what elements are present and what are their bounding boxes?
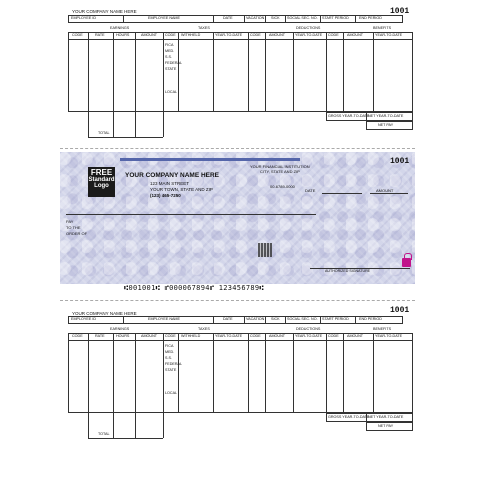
col2-amount-3: AMOUNT xyxy=(347,334,363,338)
group-benefits: BENEFITS xyxy=(373,26,392,30)
col2-withheld: WITHHELD xyxy=(181,334,201,338)
col2-ytd-1: YEAR-TO-DATE xyxy=(215,334,243,338)
hdr-ssn: SOCIAL SEC. NO. xyxy=(287,16,318,20)
hdr2-date: DATE xyxy=(223,317,233,321)
tax2-ss: S.S. xyxy=(165,356,172,360)
cheque-address1: 123 MAIN STREET xyxy=(150,181,190,186)
fraction-code: 00-6789-0000 xyxy=(270,184,295,189)
date-label: DATE xyxy=(305,188,316,193)
col2-ytd-3: YEAR-TO-DATE xyxy=(375,334,403,338)
hdr-end-period: END PERIOD xyxy=(359,16,382,20)
gross2-ytd-label: GROSS YEAR-TO-DATE xyxy=(328,415,370,419)
hdr-employee-name: EMPLOYEE NAME xyxy=(148,16,180,20)
col2-amount-2: AMOUNT xyxy=(269,334,285,338)
col2-code-1: CODE xyxy=(72,334,83,338)
cheque-address2: YOUR TOWN, STATE AND ZIP xyxy=(150,187,213,192)
amount-label: AMOUNT xyxy=(376,188,394,193)
payroll-check-form xyxy=(60,0,415,480)
col-code-1: CODE xyxy=(72,33,83,37)
col2-amount-1: AMOUNT xyxy=(141,334,157,338)
stub2-company-name: YOUR COMPANY NAME HERE xyxy=(72,311,137,316)
tax2-federal: FEDERAL xyxy=(165,362,183,366)
bottom-stub xyxy=(68,316,412,440)
signature-label: AUTHORIZED SIGNATURE xyxy=(325,269,371,273)
group-earnings: EARNINGS xyxy=(110,26,130,30)
security-band xyxy=(120,158,300,161)
net-pay-label: NET PAY xyxy=(378,123,394,127)
cheque-number: 1001 xyxy=(390,157,410,166)
cheque xyxy=(60,152,415,284)
stub-doc-number: 1001 xyxy=(390,7,410,16)
col-hours: HOURS xyxy=(116,33,130,37)
tax2-local: LOCAL xyxy=(165,391,178,395)
hdr-vacation: VACATION xyxy=(246,16,265,20)
bank-city: CITY, STATE AND ZIP xyxy=(260,169,300,174)
cheque-phone: (123) 465-7250 xyxy=(150,193,181,198)
bank-name: YOUR FINANCIAL INSTITUTION xyxy=(250,164,310,169)
hdr2-start-period: START PERIOD xyxy=(322,317,349,321)
hdr2-vacation: VACATION xyxy=(246,317,265,321)
col2-hours: HOURS xyxy=(116,334,130,338)
tax-med: MED. xyxy=(165,49,175,53)
top-stub xyxy=(68,15,412,139)
perforation-top xyxy=(60,148,415,149)
micr-line: ⑆001001⑆ ⑈000067894⑈ 123456789⑆ xyxy=(124,284,264,292)
total2-label: TOTAL xyxy=(98,432,110,436)
group2-taxes: TAXES xyxy=(198,327,210,331)
hdr-sick: SICK xyxy=(271,16,280,20)
col-code-3: CODE xyxy=(250,33,261,37)
col-ytd-2: YEAR-TO-DATE xyxy=(295,33,323,37)
col-code-2: CODE xyxy=(165,33,176,37)
hdr2-employee-id: EMPLOYEE ID xyxy=(71,317,97,321)
hdr-start-period: START PERIOD xyxy=(322,16,349,20)
col2-ytd-2: YEAR-TO-DATE xyxy=(295,334,323,338)
hdr2-sick: SICK xyxy=(271,317,280,321)
col-ytd-1: YEAR-TO-DATE xyxy=(215,33,243,37)
tax2-med: MED. xyxy=(165,350,175,354)
col-amount-3: AMOUNT xyxy=(347,33,363,37)
hdr-employee-id: EMPLOYEE ID xyxy=(71,16,97,20)
tax-state: STATE xyxy=(165,67,177,71)
hdr2-employee-name: EMPLOYEE NAME xyxy=(148,317,180,321)
col-code-4: CODE xyxy=(328,33,339,37)
order-of-label: ORDER OF xyxy=(66,231,88,236)
col-ytd-3: YEAR-TO-DATE xyxy=(375,33,403,37)
net2-pay-label: NET PAY xyxy=(378,424,394,428)
col-amount-1: AMOUNT xyxy=(141,33,157,37)
hdr2-ssn: SOCIAL SEC. NO. xyxy=(287,317,318,321)
group2-benefits: BENEFITS xyxy=(373,327,392,331)
logo-placeholder: FREE Standard Logo xyxy=(88,167,115,197)
total-label: TOTAL xyxy=(98,131,110,135)
pay-label: PAY xyxy=(66,219,74,224)
cheque-company: YOUR COMPANY NAME HERE xyxy=(125,172,220,179)
tax2-state: STATE xyxy=(165,368,177,372)
col2-rate: RATE xyxy=(95,334,105,338)
hdr-date: DATE xyxy=(223,16,233,20)
col-withheld: WITHHELD xyxy=(181,33,201,37)
col2-code-3: CODE xyxy=(250,334,261,338)
stub2-doc-number: 1001 xyxy=(390,306,410,315)
col2-code-2: CODE xyxy=(165,334,176,338)
tax-local: LOCAL xyxy=(165,90,178,94)
tax-federal: FEDERAL xyxy=(165,61,183,65)
to-the-label: TO THE xyxy=(66,225,81,230)
group2-deductions: DEDUCTIONS xyxy=(296,327,321,331)
padlock-icon xyxy=(402,258,411,267)
tax-ss: S.S. xyxy=(165,55,172,59)
hdr2-end-period: END PERIOD xyxy=(359,317,382,321)
perforation-bottom xyxy=(60,300,415,301)
security-qr-icon xyxy=(258,243,272,257)
gross-ytd-label: GROSS YEAR-TO-DATE xyxy=(328,114,370,118)
net2-ytd-label: NET YEAR-TO-DATE xyxy=(368,415,404,419)
stub-company-name: YOUR COMPANY NAME HERE xyxy=(72,9,137,14)
tax2-fica: FICA xyxy=(165,344,174,348)
group2-earnings: EARNINGS xyxy=(110,327,130,331)
col2-code-4: CODE xyxy=(328,334,339,338)
group-deductions: DEDUCTIONS xyxy=(296,26,321,30)
col-amount-2: AMOUNT xyxy=(269,33,285,37)
net-ytd-label: NET YEAR-TO-DATE xyxy=(368,114,404,118)
group-taxes: TAXES xyxy=(198,26,210,30)
tax-fica: FICA xyxy=(165,43,174,47)
col-rate: RATE xyxy=(95,33,105,37)
